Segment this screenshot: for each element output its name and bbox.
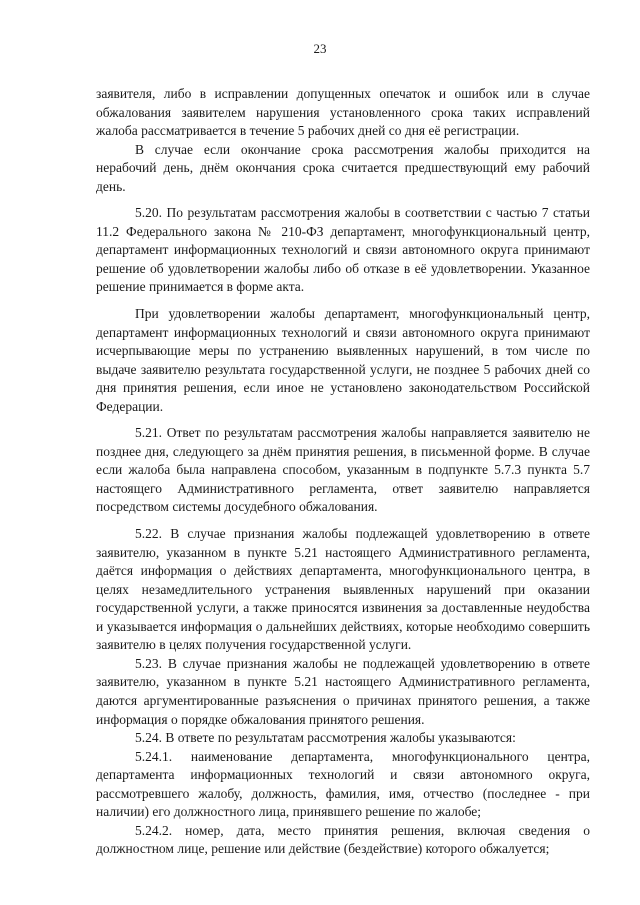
paragraph-5-24-2: 5.24.2. номер, дата, место принятия решения, включая сведения о должностном лице, решение или действие (бездействие) которого обжалуется;: [96, 822, 590, 857]
page-number: 23: [313, 41, 327, 56]
paragraph-5-21: 5.21. Ответ по результатам рассмотрения жалобы направляется заявителю не позднее дня, следующего за днём принятия решения, в письменной форме. В случае если жалоба была направлена способом, указанным в подпункте 5.7.3 пункта 5.7 настоящего Административного регламента, ответ заявителю направляется посредством системы досудебного обжалования.: [96, 425, 590, 515]
paragraph-5-24: 5.24. В ответе по результатам рассмотрения жалобы указываются:: [135, 730, 516, 746]
paragraph-deadline-holiday: В случае если окончание срока рассмотрения жалобы приходится на нерабочий день, днём окончания срока считается предшествующий ему рабочий день.: [96, 141, 590, 194]
paragraph-5-22: 5.22. В случае признания жалобы подлежащей удовлетворению в ответе заявителю, указанном в пункте 5.21 настоящего Административного регламента, даётся информация о действиях департамента, многофункционального центра, в целях незамедлительного устранения выявленных нарушений при оказании государственной услуги, а также приносятся извинения за доставленные неудобства и указывается информация о дальнейших действиях, которые необходимо совершить заявителю в целях получения государственной услуги.: [96, 526, 590, 653]
document-body: [96, 85, 590, 859]
paragraph-5-20: 5.20. По результатам рассмотрения жалобы в соответствии с частью 7 статьи 11.2 Федерального закона № 210-ФЗ департамент, многофункциональный центр, департамент информационных технологий и связи автономного округа принимают решение об удовлетворении жалобы либо об отказе в её удовлетворении. Указанное решение принимается в форме акта.: [96, 205, 590, 295]
paragraph-satisfaction-measures: При удовлетворении жалобы департамент, многофункциональный центр, департамент информационных технологий и связи автономного округа принимают исчерпывающие меры по устранению выявленных нарушений, в том числе по выдаче заявителю результата государственной услуги, не позднее 5 рабочих дней со дня принятия решения, если иное не установлено законодательством Российской Федерации.: [96, 306, 590, 414]
paragraph-5-24-1: 5.24.1. наименование департамента, многофункционального центра, департамента информационных технологий и связи автономного округа, рассмотревшего жалобу, должность, фамилия, имя, отчество (последнее - при наличии) его должностного лица, принявшего решение по жалобе;: [96, 748, 590, 820]
paragraph-5-23: 5.23. В случае признания жалобы не подлежащей удовлетворению в ответе заявителю, указанном в пункте 5.21 настоящего Административного регламента, даются аргументированные разъяснения о причинах принятого решения, а также информация о порядке обжалования принятого решения.: [96, 655, 590, 727]
paragraph-continuation: заявителя, либо в исправлении допущенных опечаток и ошибок или в случае обжалования заявителем нарушения установленного срока таких исправлений жалоба рассматривается в течение 5 рабочих дней со дня её регистрации.: [96, 86, 590, 139]
